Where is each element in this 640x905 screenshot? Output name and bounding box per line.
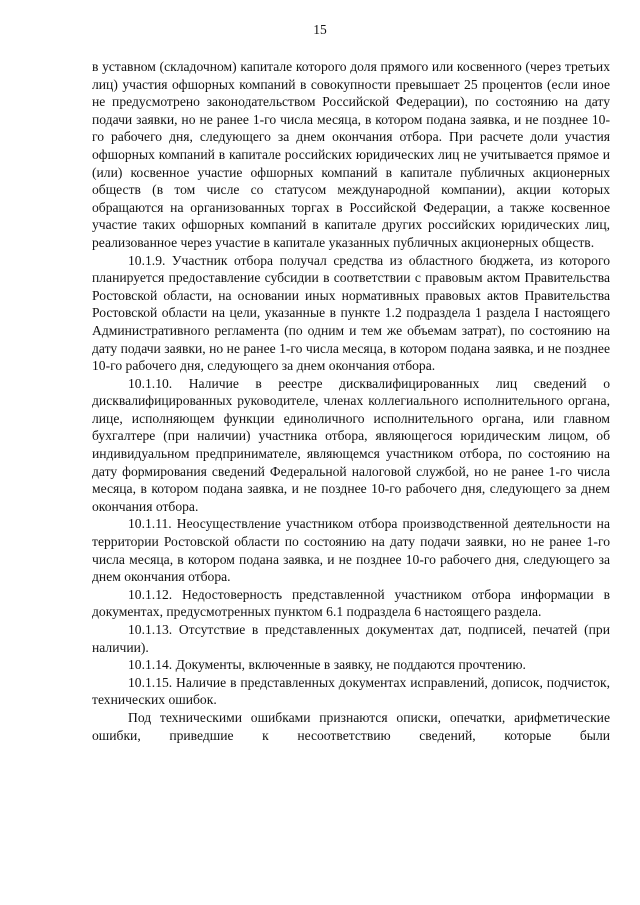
- paragraph-10-1-10: 10.1.10. Наличие в реестре дисквалифицированных лиц сведений о дисквалифицированных руководителе, членах коллегиального исполнительного органа, лице, исполняющем функции единоличного исполнительного органа, или главном бухгалтере (при наличии) участника отбора, являющегося юридическим лицом, об индивидуальном предпринимателе, являющемся участником отбора, по состоянию на дату формирования сведений Федеральной налоговой службой, но не ранее 1-го числа месяца, в котором подана заявка, и не позднее 10-го рабочего дня, следующего за днем окончания отбора.: [92, 375, 610, 514]
- document-body: [92, 58, 610, 744]
- paragraph-10-1-9: 10.1.9. Участник отбора получал средства из областного бюджета, из которого планируется предоставление субсидии в соответствии с правовым актом Правительства Ростовской области, на основании иных нормативных правовых актов Правительства Ростовской области на цели, указанные в пункте 1.2 подраздела 1 раздела I настоящего Административного регламента (по одним и тем же объемам затрат), по состоянию на дату подачи заявки, но не ранее 1-го числа месяца, в котором подана заявка, и не позднее 10-го рабочего дня, следующего за днем окончания отбора.: [92, 252, 610, 374]
- paragraph-continuation: в уставном (складочном) капитале которого доля прямого или косвенного (через третьих лиц) участия офшорных компаний в совокупности превышает 25 процентов (если иное не предусмотрено законодательством Российской Федерации), по состоянию на дату подачи заявки, но не ранее 1-го числа месяца, в котором подана заявка, и не позднее 10-го рабочего дня, следующего за днем окончания отбора. При расчете доли участия офшорных компаний в капитале российских юридических лиц не учитывается прямое и (или) косвенное участие офшорных компаний в капитале публичных акционерных обществ (в том числе со статусом международной компании), акции которых обращаются на организованных торгах в Российской Федерации, а также косвенное участие таких офшорных компаний в капитале других российских юридических лиц, реализованное через участие в капитале указанных публичных акционерных обществ.: [92, 59, 610, 250]
- paragraph-10-1-15: 10.1.15. Наличие в представленных документах исправлений, дописок, подчисток, технических ошибок.: [92, 674, 610, 708]
- paragraph-10-1-12: 10.1.12. Недостоверность представленной участником отбора информации в документах, предусмотренных пунктом 6.1 подраздела 6 настоящего раздела.: [92, 586, 610, 620]
- paragraph-10-1-14: 10.1.14. Документы, включенные в заявку, не поддаются прочтению.: [128, 657, 526, 673]
- page-number: 15: [313, 22, 327, 37]
- paragraph-technical-errors: Под техническими ошибками признаются описки, опечатки, арифметические ошибки, приведшие к несоответствию сведений, которые были: [92, 709, 610, 743]
- paragraph-10-1-11: 10.1.11. Неосуществление участником отбора производственной деятельности на территории Ростовской области по состоянию на дату подачи заявки, но не ранее 1-го числа месяца, в котором подана заявка, и не позднее 10-го рабочего дня, следующего за днем окончания отбора.: [92, 516, 610, 585]
- paragraph-10-1-13: 10.1.13. Отсутствие в представленных документах дат, подписей, печатей (при наличии).: [92, 622, 610, 655]
